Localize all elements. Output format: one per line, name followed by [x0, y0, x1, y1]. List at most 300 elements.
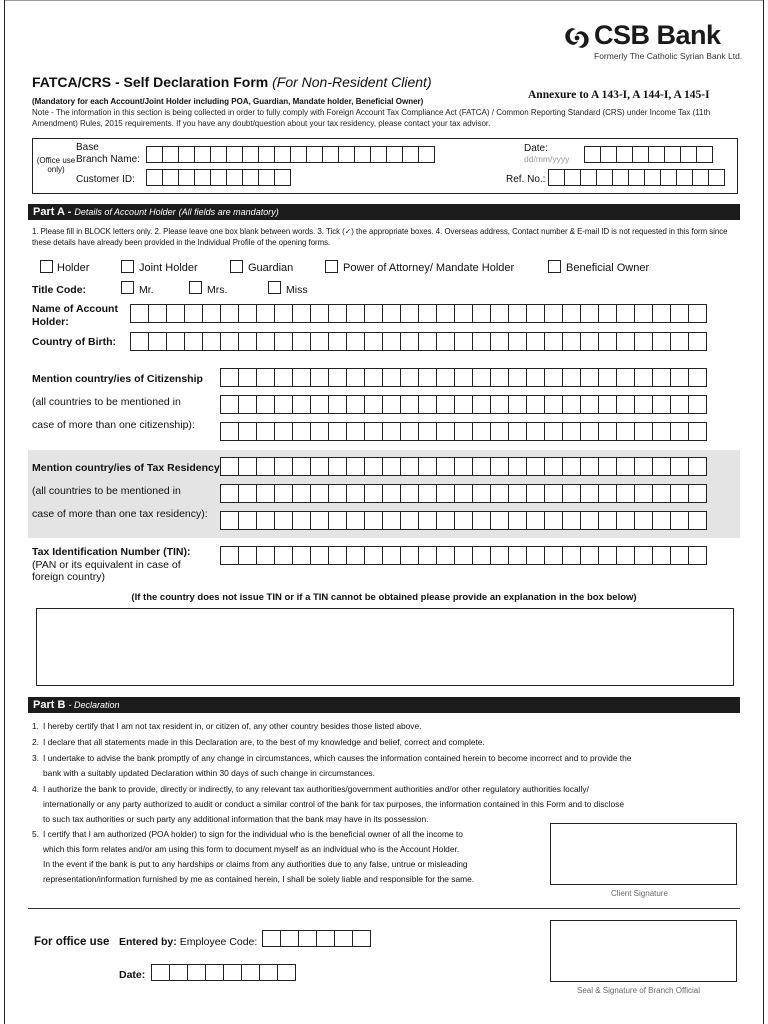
letter-box[interactable] [277, 964, 296, 981]
letter-box[interactable] [436, 395, 455, 414]
letter-box[interactable] [354, 146, 371, 163]
letter-box[interactable] [634, 457, 653, 476]
letter-box[interactable] [670, 395, 689, 414]
letter-box[interactable] [562, 395, 581, 414]
letter-box[interactable] [544, 304, 563, 323]
letter-box[interactable] [670, 546, 689, 565]
letter-box[interactable] [238, 395, 257, 414]
letter-box[interactable] [258, 146, 275, 163]
tax-residency-boxes-2[interactable] [220, 484, 706, 503]
letter-box[interactable] [130, 332, 149, 351]
letter-box[interactable] [508, 304, 527, 323]
letter-box[interactable] [526, 304, 545, 323]
letter-box[interactable] [526, 332, 545, 351]
letter-box[interactable] [364, 457, 383, 476]
letter-box[interactable] [418, 546, 437, 565]
letter-box[interactable] [454, 457, 473, 476]
letter-box[interactable] [292, 511, 311, 530]
letter-box[interactable] [598, 484, 617, 503]
letter-box[interactable] [490, 546, 509, 565]
letter-box[interactable] [274, 422, 293, 441]
mr-checkbox[interactable] [121, 281, 134, 294]
letter-box[interactable] [220, 395, 239, 414]
letter-box[interactable] [580, 484, 599, 503]
letter-box[interactable] [526, 546, 545, 565]
letter-box[interactable] [612, 169, 629, 186]
letter-box[interactable] [688, 546, 707, 565]
letter-box[interactable] [292, 422, 311, 441]
letter-box[interactable] [670, 484, 689, 503]
letter-box[interactable] [220, 484, 239, 503]
letter-box[interactable] [548, 169, 565, 186]
letter-box[interactable] [298, 930, 317, 947]
letter-box[interactable] [346, 457, 365, 476]
letter-box[interactable] [562, 457, 581, 476]
letter-box[interactable] [290, 146, 307, 163]
letter-box[interactable] [652, 457, 671, 476]
letter-box[interactable] [490, 332, 509, 351]
letter-box[interactable] [670, 511, 689, 530]
letter-box[interactable] [328, 304, 347, 323]
letter-box[interactable] [676, 169, 693, 186]
letter-box[interactable] [418, 332, 437, 351]
letter-box[interactable] [346, 422, 365, 441]
letter-box[interactable] [634, 511, 653, 530]
citizenship-boxes-2[interactable] [220, 395, 706, 414]
citizenship-boxes-1[interactable] [220, 368, 706, 387]
letter-box[interactable] [220, 511, 239, 530]
letter-box[interactable] [490, 395, 509, 414]
letter-box[interactable] [526, 484, 545, 503]
letter-box[interactable] [472, 546, 491, 565]
letter-box[interactable] [436, 546, 455, 565]
letter-box[interactable] [564, 169, 581, 186]
letter-box[interactable] [328, 546, 347, 565]
letter-box[interactable] [184, 332, 203, 351]
letter-box[interactable] [508, 457, 527, 476]
letter-box[interactable] [382, 395, 401, 414]
letter-box[interactable] [346, 546, 365, 565]
letter-box[interactable] [436, 332, 455, 351]
office-date-boxes[interactable] [151, 964, 295, 981]
letter-box[interactable] [580, 368, 599, 387]
letter-box[interactable] [436, 422, 455, 441]
letter-box[interactable] [600, 146, 617, 163]
letter-box[interactable] [508, 422, 527, 441]
letter-box[interactable] [584, 146, 601, 163]
letter-box[interactable] [598, 457, 617, 476]
letter-box[interactable] [162, 146, 179, 163]
letter-box[interactable] [334, 930, 353, 947]
letter-box[interactable] [256, 332, 275, 351]
letter-box[interactable] [632, 146, 649, 163]
letter-box[interactable] [169, 964, 188, 981]
letter-box[interactable] [436, 511, 455, 530]
letter-box[interactable] [220, 368, 239, 387]
letter-box[interactable] [400, 395, 419, 414]
letter-box[interactable] [184, 304, 203, 323]
letter-box[interactable] [238, 546, 257, 565]
letter-box[interactable] [364, 422, 383, 441]
letter-box[interactable] [382, 511, 401, 530]
letter-box[interactable] [346, 484, 365, 503]
letter-box[interactable] [580, 304, 599, 323]
letter-box[interactable] [508, 395, 527, 414]
letter-box[interactable] [526, 457, 545, 476]
letter-box[interactable] [352, 930, 371, 947]
letter-box[interactable] [508, 484, 527, 503]
letter-box[interactable] [472, 304, 491, 323]
letter-box[interactable] [210, 169, 227, 186]
letter-box[interactable] [328, 511, 347, 530]
letter-box[interactable] [178, 146, 195, 163]
letter-box[interactable] [580, 332, 599, 351]
letter-box[interactable] [688, 457, 707, 476]
letter-box[interactable] [210, 146, 227, 163]
letter-box[interactable] [526, 511, 545, 530]
letter-box[interactable] [382, 546, 401, 565]
poa-checkbox[interactable] [325, 260, 338, 273]
country-of-birth-boxes[interactable] [130, 332, 706, 351]
letter-box[interactable] [436, 368, 455, 387]
branch-name-boxes[interactable] [146, 146, 434, 163]
guardian-checkbox[interactable] [230, 260, 243, 273]
letter-box[interactable] [223, 964, 242, 981]
letter-box[interactable] [220, 457, 239, 476]
letter-box[interactable] [598, 422, 617, 441]
letter-box[interactable] [688, 395, 707, 414]
letter-box[interactable] [400, 422, 419, 441]
letter-box[interactable] [280, 930, 299, 947]
letter-box[interactable] [238, 511, 257, 530]
letter-box[interactable] [490, 457, 509, 476]
letter-box[interactable] [292, 546, 311, 565]
letter-box[interactable] [418, 422, 437, 441]
letter-box[interactable] [670, 457, 689, 476]
letter-box[interactable] [274, 457, 293, 476]
letter-box[interactable] [310, 546, 329, 565]
letter-box[interactable] [562, 332, 581, 351]
mrs-checkbox[interactable] [189, 281, 202, 294]
letter-box[interactable] [526, 368, 545, 387]
letter-box[interactable] [648, 146, 665, 163]
letter-box[interactable] [472, 368, 491, 387]
letter-box[interactable] [508, 511, 527, 530]
letter-box[interactable] [472, 511, 491, 530]
letter-box[interactable] [400, 484, 419, 503]
letter-box[interactable] [364, 368, 383, 387]
letter-box[interactable] [194, 169, 211, 186]
letter-box[interactable] [220, 422, 239, 441]
letter-box[interactable] [616, 511, 635, 530]
letter-box[interactable] [400, 546, 419, 565]
tin-boxes[interactable] [220, 546, 706, 565]
letter-box[interactable] [454, 511, 473, 530]
letter-box[interactable] [472, 484, 491, 503]
letter-box[interactable] [220, 304, 239, 323]
letter-box[interactable] [382, 484, 401, 503]
letter-box[interactable] [562, 511, 581, 530]
letter-box[interactable] [598, 546, 617, 565]
letter-box[interactable] [616, 368, 635, 387]
letter-box[interactable] [310, 332, 329, 351]
letter-box[interactable] [454, 368, 473, 387]
letter-box[interactable] [146, 169, 163, 186]
letter-box[interactable] [472, 457, 491, 476]
letter-box[interactable] [634, 484, 653, 503]
letter-box[interactable] [508, 368, 527, 387]
letter-box[interactable] [454, 484, 473, 503]
letter-box[interactable] [364, 332, 383, 351]
letter-box[interactable] [454, 304, 473, 323]
letter-box[interactable] [238, 457, 257, 476]
letter-box[interactable] [364, 304, 383, 323]
letter-box[interactable] [400, 511, 419, 530]
letter-box[interactable] [310, 457, 329, 476]
letter-box[interactable] [634, 304, 653, 323]
letter-box[interactable] [364, 511, 383, 530]
letter-box[interactable] [242, 169, 259, 186]
letter-box[interactable] [616, 304, 635, 323]
letter-box[interactable] [187, 964, 206, 981]
letter-box[interactable] [338, 146, 355, 163]
letter-box[interactable] [400, 304, 419, 323]
letter-box[interactable] [202, 332, 221, 351]
customer-id-boxes[interactable] [146, 169, 290, 186]
letter-box[interactable] [162, 169, 179, 186]
letter-box[interactable] [310, 511, 329, 530]
letter-box[interactable] [310, 368, 329, 387]
letter-box[interactable] [146, 146, 163, 163]
letter-box[interactable] [292, 484, 311, 503]
letter-box[interactable] [436, 484, 455, 503]
letter-box[interactable] [238, 304, 257, 323]
letter-box[interactable] [400, 457, 419, 476]
letter-box[interactable] [708, 169, 725, 186]
letter-box[interactable] [598, 368, 617, 387]
letter-box[interactable] [328, 332, 347, 351]
letter-box[interactable] [256, 422, 275, 441]
letter-box[interactable] [634, 422, 653, 441]
letter-box[interactable] [562, 368, 581, 387]
letter-box[interactable] [220, 332, 239, 351]
letter-box[interactable] [544, 395, 563, 414]
letter-box[interactable] [418, 304, 437, 323]
tin-explanation-box[interactable] [36, 608, 734, 686]
letter-box[interactable] [652, 368, 671, 387]
letter-box[interactable] [490, 422, 509, 441]
letter-box[interactable] [628, 169, 645, 186]
letter-box[interactable] [544, 368, 563, 387]
letter-box[interactable] [382, 422, 401, 441]
letter-box[interactable] [205, 964, 224, 981]
letter-box[interactable] [364, 546, 383, 565]
letter-box[interactable] [328, 484, 347, 503]
letter-box[interactable] [688, 422, 707, 441]
letter-box[interactable] [490, 511, 509, 530]
letter-box[interactable] [274, 484, 293, 503]
branch-seal-box[interactable] [550, 920, 737, 982]
letter-box[interactable] [274, 169, 291, 186]
letter-box[interactable] [580, 422, 599, 441]
letter-box[interactable] [472, 422, 491, 441]
letter-box[interactable] [310, 395, 329, 414]
letter-box[interactable] [616, 146, 633, 163]
letter-box[interactable] [688, 332, 707, 351]
letter-box[interactable] [328, 457, 347, 476]
letter-box[interactable] [418, 146, 435, 163]
letter-box[interactable] [402, 146, 419, 163]
letter-box[interactable] [616, 484, 635, 503]
letter-box[interactable] [670, 368, 689, 387]
letter-box[interactable] [166, 304, 185, 323]
letter-box[interactable] [652, 332, 671, 351]
letter-box[interactable] [634, 395, 653, 414]
letter-box[interactable] [652, 484, 671, 503]
letter-box[interactable] [562, 484, 581, 503]
letter-box[interactable] [238, 332, 257, 351]
letter-box[interactable] [436, 457, 455, 476]
letter-box[interactable] [454, 395, 473, 414]
employee-code-boxes[interactable] [262, 930, 370, 947]
letter-box[interactable] [400, 368, 419, 387]
letter-box[interactable] [274, 395, 293, 414]
letter-box[interactable] [328, 368, 347, 387]
beneficial-owner-checkbox[interactable] [548, 260, 561, 273]
letter-box[interactable] [382, 304, 401, 323]
letter-box[interactable] [346, 332, 365, 351]
account-holder-name-boxes[interactable] [130, 304, 706, 323]
letter-box[interactable] [616, 457, 635, 476]
letter-box[interactable] [238, 368, 257, 387]
letter-box[interactable] [238, 422, 257, 441]
letter-box[interactable] [220, 546, 239, 565]
letter-box[interactable] [178, 169, 195, 186]
letter-box[interactable] [322, 146, 339, 163]
letter-box[interactable] [652, 395, 671, 414]
letter-box[interactable] [382, 457, 401, 476]
letter-box[interactable] [418, 457, 437, 476]
letter-box[interactable] [544, 457, 563, 476]
letter-box[interactable] [292, 395, 311, 414]
letter-box[interactable] [580, 395, 599, 414]
letter-box[interactable] [259, 964, 278, 981]
letter-box[interactable] [696, 146, 713, 163]
letter-box[interactable] [454, 422, 473, 441]
letter-box[interactable] [598, 395, 617, 414]
letter-box[interactable] [256, 484, 275, 503]
letter-box[interactable] [256, 546, 275, 565]
letter-box[interactable] [526, 422, 545, 441]
letter-box[interactable] [692, 169, 709, 186]
letter-box[interactable] [616, 422, 635, 441]
letter-box[interactable] [370, 146, 387, 163]
letter-box[interactable] [166, 332, 185, 351]
letter-box[interactable] [274, 368, 293, 387]
letter-box[interactable] [400, 332, 419, 351]
date-boxes[interactable] [584, 146, 712, 163]
letter-box[interactable] [562, 546, 581, 565]
letter-box[interactable] [202, 304, 221, 323]
letter-box[interactable] [544, 546, 563, 565]
letter-box[interactable] [616, 395, 635, 414]
letter-box[interactable] [688, 484, 707, 503]
letter-box[interactable] [292, 332, 311, 351]
letter-box[interactable] [454, 332, 473, 351]
letter-box[interactable] [418, 395, 437, 414]
letter-box[interactable] [256, 457, 275, 476]
letter-box[interactable] [418, 484, 437, 503]
letter-box[interactable] [316, 930, 335, 947]
letter-box[interactable] [688, 511, 707, 530]
letter-box[interactable] [306, 146, 323, 163]
letter-box[interactable] [382, 368, 401, 387]
letter-box[interactable] [130, 304, 149, 323]
letter-box[interactable] [256, 511, 275, 530]
letter-box[interactable] [418, 368, 437, 387]
letter-box[interactable] [660, 169, 677, 186]
letter-box[interactable] [364, 484, 383, 503]
letter-box[interactable] [310, 422, 329, 441]
letter-box[interactable] [148, 304, 167, 323]
citizenship-boxes-3[interactable] [220, 422, 706, 441]
letter-box[interactable] [664, 146, 681, 163]
letter-box[interactable] [328, 395, 347, 414]
letter-box[interactable] [386, 146, 403, 163]
letter-box[interactable] [292, 304, 311, 323]
letter-box[interactable] [652, 511, 671, 530]
miss-checkbox[interactable] [268, 281, 281, 294]
letter-box[interactable] [644, 169, 661, 186]
letter-box[interactable] [688, 368, 707, 387]
letter-box[interactable] [226, 146, 243, 163]
letter-box[interactable] [242, 146, 259, 163]
letter-box[interactable] [616, 546, 635, 565]
letter-box[interactable] [562, 422, 581, 441]
letter-box[interactable] [616, 332, 635, 351]
joint-holder-checkbox[interactable] [121, 260, 134, 273]
letter-box[interactable] [490, 368, 509, 387]
letter-box[interactable] [364, 395, 383, 414]
letter-box[interactable] [596, 169, 613, 186]
letter-box[interactable] [472, 332, 491, 351]
holder-checkbox[interactable] [40, 260, 53, 273]
letter-box[interactable] [544, 422, 563, 441]
letter-box[interactable] [580, 546, 599, 565]
letter-box[interactable] [634, 332, 653, 351]
letter-box[interactable] [598, 511, 617, 530]
letter-box[interactable] [436, 304, 455, 323]
letter-box[interactable] [652, 304, 671, 323]
letter-box[interactable] [256, 304, 275, 323]
letter-box[interactable] [490, 304, 509, 323]
letter-box[interactable] [598, 332, 617, 351]
tax-residency-boxes-1[interactable] [220, 457, 706, 476]
letter-box[interactable] [274, 546, 293, 565]
client-signature-box[interactable] [550, 823, 737, 885]
letter-box[interactable] [256, 368, 275, 387]
letter-box[interactable] [194, 146, 211, 163]
letter-box[interactable] [580, 169, 597, 186]
letter-box[interactable] [346, 368, 365, 387]
letter-box[interactable] [258, 169, 275, 186]
letter-box[interactable] [490, 484, 509, 503]
letter-box[interactable] [226, 169, 243, 186]
letter-box[interactable] [598, 304, 617, 323]
letter-box[interactable] [148, 332, 167, 351]
letter-box[interactable] [241, 964, 260, 981]
letter-box[interactable] [292, 457, 311, 476]
